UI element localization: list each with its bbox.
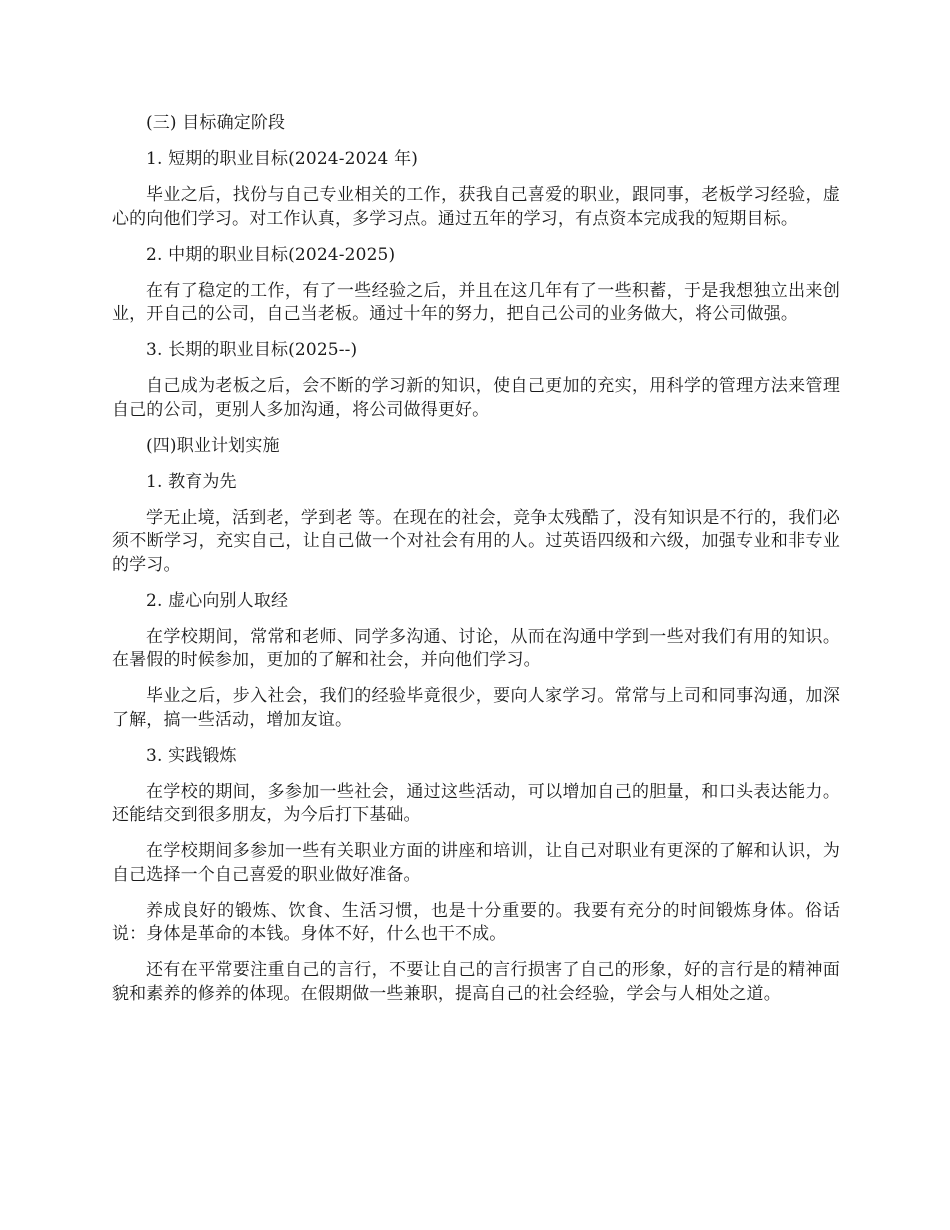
paragraph-learn-after-graduation: 毕业之后，步入社会，我们的经验毕竟很少，要向人家学习。常常与上司和同事沟通，加深了解，搞一些活动，增加友谊。 xyxy=(112,686,840,730)
subheading-learn-from-others: 2. 虚心向别人取经 xyxy=(146,590,289,611)
paragraph-mid-term-goal: 在有了稳定的工作，有了一些经验之后，并且在这几年有了一些积蓄，于是我想独立出来创业，开自己的公司，自己当老板。通过十年的努力，把自己公司的业务做大，将公司做强。 xyxy=(112,280,840,324)
subheading-education-first: 1. 教育为先 xyxy=(146,471,237,492)
paragraph-short-term-goal: 毕业之后，找份与自己专业相关的工作，获我自己喜爱的职业，跟同事，老板学习经验，虚心的向他们学习。对工作认真，多学习点。通过五年的学习，有点资本完成我的短期目标。 xyxy=(112,185,840,229)
paragraph-conduct: 还有在平常要注重自己的言行，不要让自己的言行损害了自己的形象，好的言行是的精神面貌和素养的修养的体现。在假期做一些兼职，提高自己的社会经验，学会与人相处之道。 xyxy=(112,960,840,1004)
subheading-practice: 3. 实践锻炼 xyxy=(146,745,237,766)
subheading-long-term-goal: 3. 长期的职业目标(2025--) xyxy=(146,340,358,360)
paragraph-lectures-training: 在学校期间多参加一些有关职业方面的讲座和培训，让自己对职业有更深的了解和认识，为自己选择一个自己喜爱的职业做好准备。 xyxy=(112,841,840,885)
document-page xyxy=(112,112,840,1019)
paragraph-education-first: 学无止境，活到老，学到老 等。在现在的社会，竞争太残酷了，没有知识是不行的，我们必须不断学习，充实自己，让自己做一个对社会有用的人。过英语四级和六级，加强专业和非专业的学习。 xyxy=(112,507,840,575)
paragraph-learn-at-school: 在学校期间，常常和老师、同学多沟通、讨论，从而在沟通中学到一些对我们有用的知识。在暑假的时候参加，更加的了解和社会，并向他们学习。 xyxy=(112,626,840,670)
subheading-mid-term-goal: 2. 中期的职业目标(2024-2025) xyxy=(146,244,396,265)
section-heading-goal-stage: (三) 目标确定阶段 xyxy=(146,113,286,133)
paragraph-long-term-goal: 自己成为老板之后，会不断的学习新的知识，使自己更加的充实，用科学的管理方法来管理自己的公司，更别人多加沟通，将公司做得更好。 xyxy=(112,376,840,420)
paragraph-social-activities: 在学校的期间，多参加一些社会，通过这些活动，可以增加自己的胆量，和口头表达能力。还能结交到很多朋友，为今后打下基础。 xyxy=(112,781,840,825)
paragraph-good-habits: 养成良好的锻炼、饮食、生活习惯，也是十分重要的。我要有充分的时间锻炼身体。俗话说：身体是革命的本钱。身体不好，什么也干不成。 xyxy=(112,900,840,944)
subheading-short-term-goal: 1. 短期的职业目标(2024-2024 年) xyxy=(146,149,419,169)
section-heading-plan-implementation: (四)职业计划实施 xyxy=(146,435,280,456)
